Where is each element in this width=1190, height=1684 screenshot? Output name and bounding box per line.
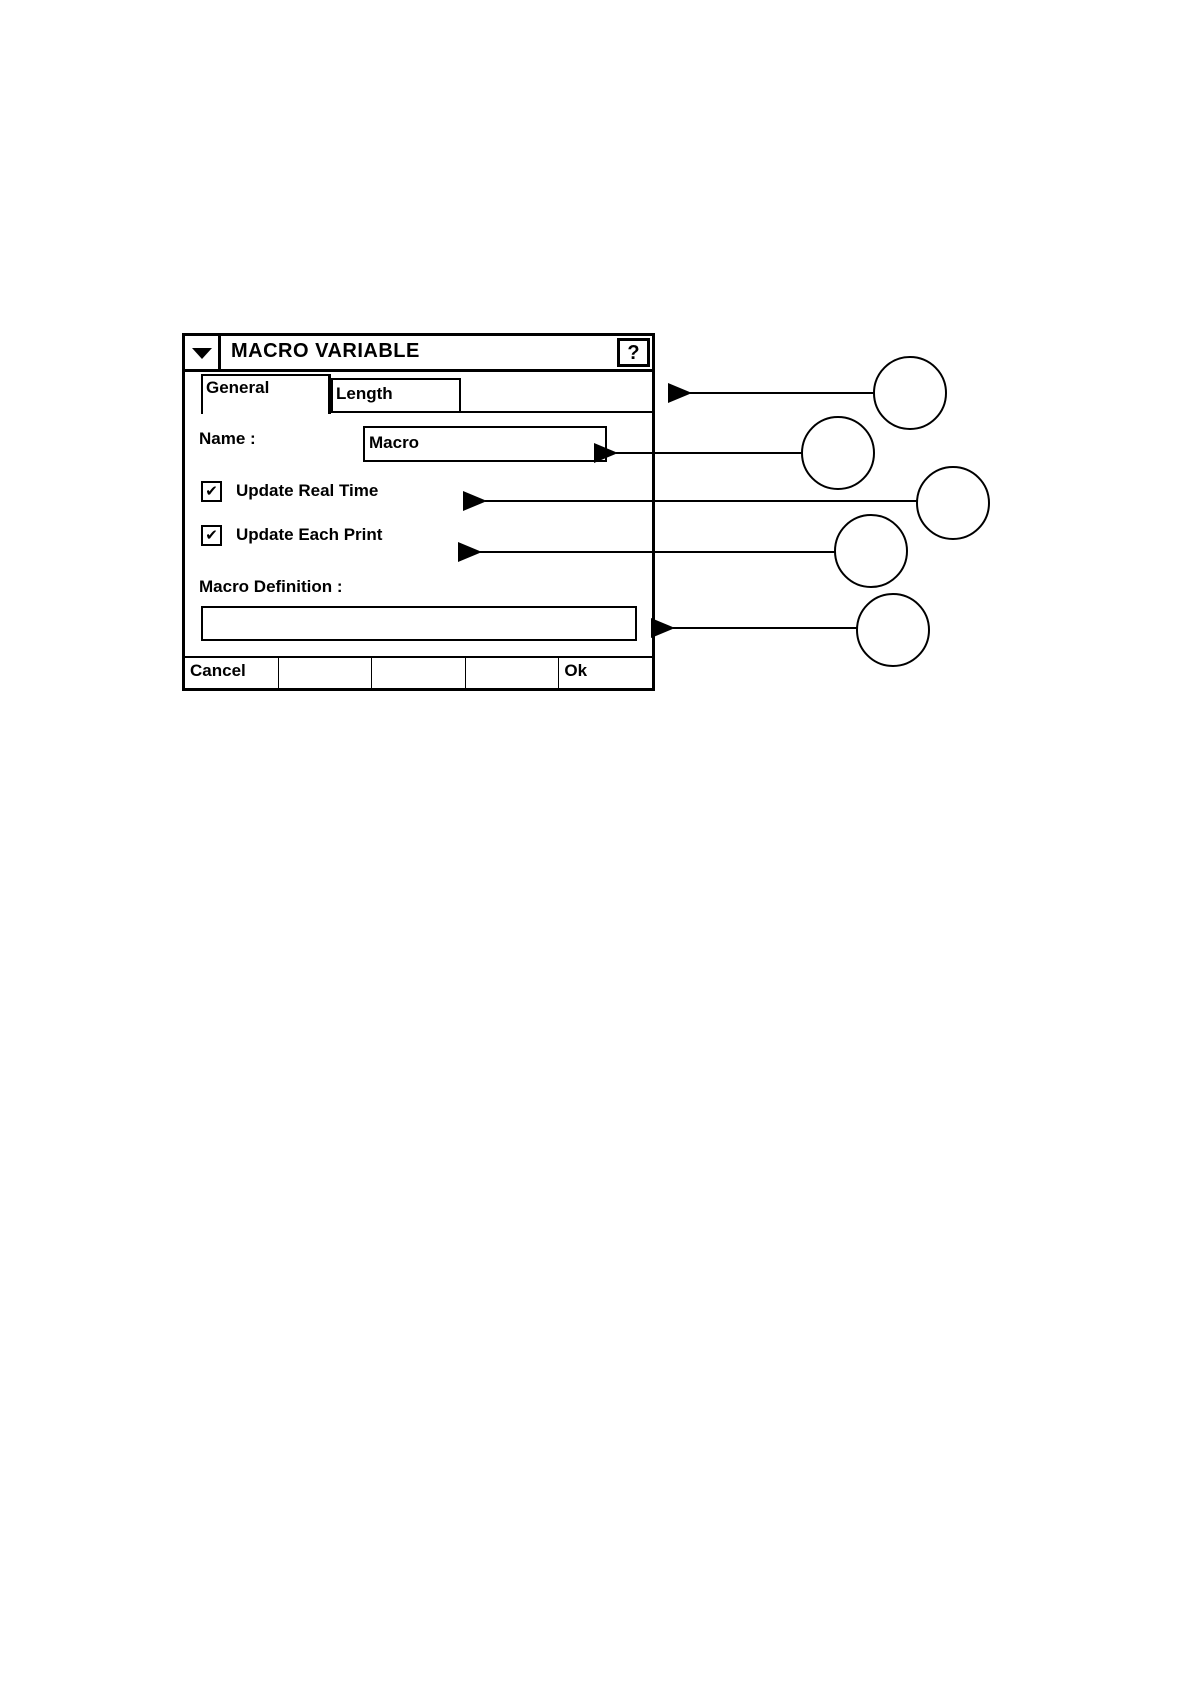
callout-1: [690, 357, 946, 429]
update-real-time-checkbox[interactable]: ✔: [201, 481, 222, 502]
callout-4-circle: [835, 515, 907, 587]
cancel-button[interactable]: Cancel: [185, 658, 279, 688]
callout-5: [673, 594, 929, 666]
callout-2: [616, 417, 874, 489]
dialog-title: MACRO VARIABLE: [231, 340, 420, 362]
update-each-print-label: Update Each Print: [236, 525, 383, 544]
update-real-time-label: Update Real Time: [236, 481, 379, 500]
tab-general[interactable]: General: [201, 374, 331, 414]
name-label: Name :: [199, 429, 256, 448]
update-each-print-checkbox[interactable]: ✔: [201, 525, 222, 546]
callout-5-circle: [857, 594, 929, 666]
name-input[interactable]: Macro: [363, 426, 607, 462]
ok-button[interactable]: Ok: [564, 661, 588, 680]
callout-4: [480, 515, 907, 587]
help-button[interactable]: ?: [617, 338, 650, 367]
callout-2-circle: [802, 417, 874, 489]
callout-3-circle: [917, 467, 989, 539]
callout-3: [485, 467, 989, 539]
macro-definition-label: Macro Definition :: [199, 577, 343, 596]
tab-length[interactable]: Length: [331, 378, 461, 413]
callout-1-circle: [874, 357, 946, 429]
